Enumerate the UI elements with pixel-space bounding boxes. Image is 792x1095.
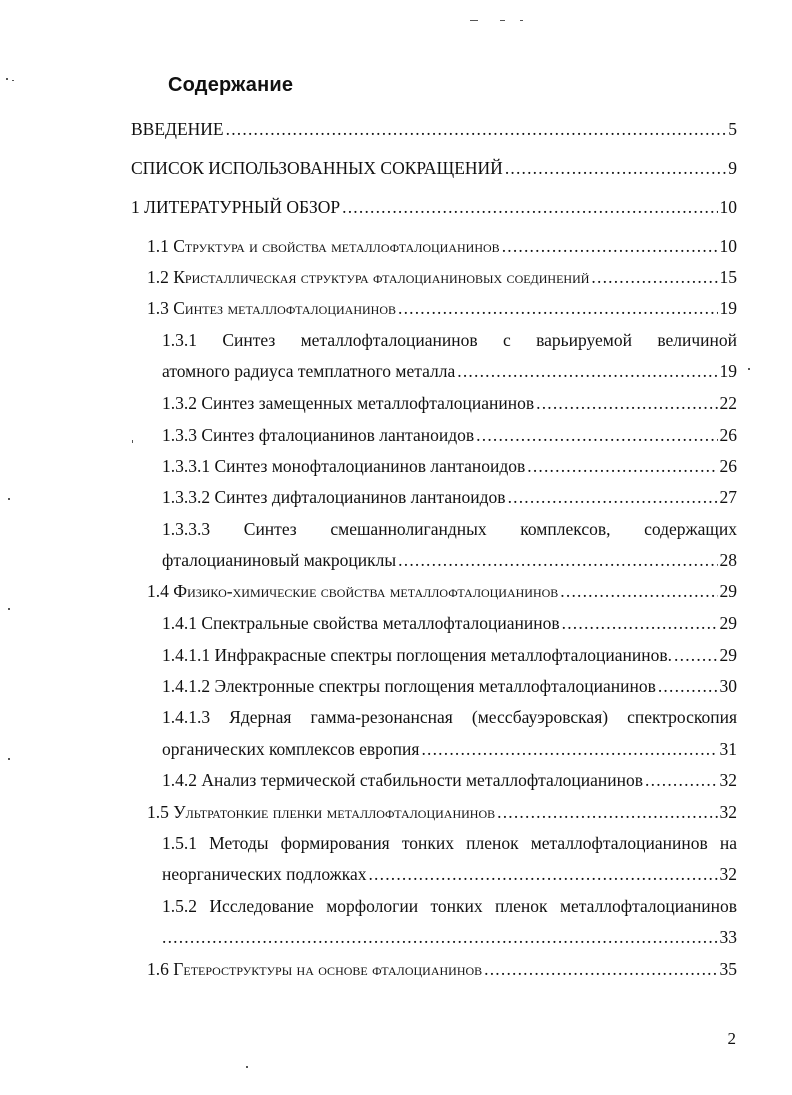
toc-entry-1-4-1-3-line1: 1.4.1.3 Ядерная гамма-резонансная (мессбауэровская) спектроскопия — [162, 707, 737, 727]
leader-dots — [342, 193, 717, 221]
toc-page: 19 — [719, 361, 737, 381]
toc-page: 26 — [719, 456, 737, 476]
toc-number: 1.1 — [147, 236, 169, 256]
toc-entry-1-3-2 — [162, 389, 737, 417]
toc-entry-1-3-3 — [162, 421, 737, 449]
toc-title: Ультратонкие пленки металлофталоцианинов — [173, 802, 496, 822]
toc-title: Синтез металлофталоцианинов — [173, 298, 396, 318]
toc-page: 31 — [719, 739, 737, 759]
toc-entry-1-3 — [147, 294, 737, 322]
leader-dots — [421, 735, 717, 763]
toc-label: 1.3.3.1 Синтез монофталоцианинов лантаноидов — [162, 456, 526, 476]
toc-label: 1 ЛИТЕРАТУРНЫЙ ОБЗОР — [131, 197, 341, 217]
toc-entry-1-2 — [147, 263, 737, 291]
toc-entry-1-4-1-2 — [162, 672, 737, 700]
toc-entry-1-4-1-3 — [162, 735, 737, 763]
toc-title: Кристаллическая структура фталоцианиновых соединений — [173, 267, 590, 287]
toc-label: 1.3.3 Синтез фталоцианинов лантаноидов — [162, 425, 475, 445]
toc-number: 1.2 — [147, 267, 169, 287]
scan-speck — [6, 78, 8, 80]
toc-label — [147, 577, 558, 605]
toc-label: фталоцианиновый макроциклы — [162, 550, 397, 570]
scan-speck — [246, 1066, 248, 1068]
toc-number: 1.4 — [147, 581, 169, 601]
toc-label — [147, 263, 589, 291]
toc-page: 22 — [719, 393, 737, 413]
toc-entry-1-3-3-1 — [162, 452, 737, 480]
toc-label: 1.4.2 Анализ термической стабильности металлофталоцианинов — [162, 770, 644, 790]
scan-speck — [748, 368, 750, 370]
leader-dots — [508, 483, 718, 511]
toc-label: ВВЕДЕНИЕ — [131, 119, 224, 139]
leader-dots — [560, 577, 717, 605]
toc-label — [147, 798, 495, 826]
toc-page: 5 — [728, 119, 737, 139]
toc-label — [147, 232, 500, 260]
toc-page: 32 — [719, 770, 737, 790]
leader-dots — [162, 923, 718, 951]
leader-dots — [398, 546, 717, 574]
leader-dots — [658, 672, 718, 700]
leader-dots — [536, 389, 717, 417]
toc-label: 1.4.1 Спектральные свойства металлофталоцианинов — [162, 613, 560, 633]
leader-dots — [505, 154, 726, 182]
toc-entry-1-3-3-3-line1: 1.3.3.3 Синтез смешаннолигандных комплексов, содержащих — [162, 519, 737, 539]
toc-label: органических комплексов европия — [162, 739, 420, 759]
toc-page: 29 — [719, 613, 737, 633]
toc-entry-literature-review — [131, 193, 737, 221]
toc-number: 1.3 — [147, 298, 169, 318]
toc-title: Физико-химические свойства металлофталоцианинов — [173, 581, 559, 601]
toc-entry-1-5-2 — [162, 923, 737, 951]
page-title: Содержание — [168, 74, 294, 96]
leader-dots — [502, 232, 718, 260]
toc-entry-1-4-2 — [162, 766, 737, 794]
toc-title: Структура и свойства металлофталоцианинов — [173, 236, 500, 256]
toc-label: атомного радиуса темплатного металла — [162, 361, 456, 381]
leader-dots — [398, 294, 718, 322]
toc-number: 1.6 — [147, 959, 169, 979]
toc-entry-1-5 — [147, 798, 737, 826]
toc-page: 10 — [719, 197, 737, 217]
toc-label: 1.3.2 Синтез замещенных металлофталоцианинов — [162, 393, 535, 413]
toc-entry-1-3-3-3 — [162, 546, 737, 574]
toc-page: 33 — [719, 927, 737, 947]
toc-page: 28 — [719, 550, 737, 570]
toc-page: 32 — [719, 864, 737, 884]
toc-number: 1.5 — [147, 802, 169, 822]
toc-page: 27 — [719, 487, 737, 507]
toc-label — [147, 294, 396, 322]
toc-entry-1-4-1-1 — [162, 641, 737, 669]
toc-entry-1-1 — [147, 232, 737, 260]
toc-entry-abbreviations — [131, 154, 737, 182]
toc-title: Гетероструктуры на основе фталоцианинов — [173, 959, 483, 979]
toc-page: 15 — [719, 267, 737, 287]
toc-page: 29 — [719, 581, 737, 601]
leader-dots — [527, 452, 717, 480]
leader-dots — [674, 641, 717, 669]
scan-speck — [132, 440, 133, 443]
toc-page: 10 — [719, 236, 737, 256]
toc-entry-1-5-2-line1: 1.5.2 Исследование морфологии тонких пленок металлофталоцианинов — [162, 896, 737, 916]
scan-speck — [8, 608, 10, 610]
scan-speck — [8, 498, 10, 500]
toc-entry-1-4-1 — [162, 609, 737, 637]
scan-speck — [500, 20, 505, 21]
toc-label: 1.4.1.2 Электронные спектры поглощения металлофталоцианинов — [162, 676, 656, 696]
leader-dots — [368, 860, 717, 888]
toc-entry-1-6 — [147, 955, 737, 983]
toc-entry-1-5-1 — [162, 860, 737, 888]
toc-entry-1-3-3-2 — [162, 483, 737, 511]
page-number: 2 — [727, 1029, 736, 1048]
leader-dots — [226, 115, 727, 143]
toc-page: 30 — [719, 676, 737, 696]
leader-dots — [645, 766, 717, 794]
scan-speck — [520, 20, 523, 21]
leader-dots — [457, 357, 717, 385]
toc-page: 19 — [719, 298, 737, 318]
leader-dots — [562, 609, 718, 637]
toc-entry-1-4 — [147, 577, 737, 605]
toc-page: 29 — [719, 645, 737, 665]
toc-entry-1-5-1-line1: 1.5.1 Методы формирования тонких пленок металлофталоцианинов на — [162, 833, 737, 853]
toc-page: 26 — [719, 425, 737, 445]
scan-speck — [12, 80, 14, 81]
toc-label: 1.4.1.1 Инфракрасные спектры поглощения металлофталоцианинов. — [162, 645, 673, 665]
toc-label — [147, 955, 482, 983]
toc-label: неорганических подложках — [162, 864, 367, 884]
scan-speck — [470, 20, 478, 21]
toc-label: 1.3.3.2 Синтез дифталоцианинов лантаноидов — [162, 487, 506, 507]
scan-speck — [8, 758, 10, 760]
toc-page: 32 — [719, 802, 737, 822]
toc-label: СПИСОК ИСПОЛЬЗОВАННЫХ СОКРАЩЕНИЙ — [131, 158, 503, 178]
leader-dots — [591, 263, 717, 291]
toc-entry-1-3-1 — [162, 357, 737, 385]
leader-dots — [476, 421, 717, 449]
toc-entry-introduction — [131, 115, 737, 143]
leader-dots — [484, 955, 717, 983]
toc-page: 35 — [719, 959, 737, 979]
leader-dots — [497, 798, 717, 826]
toc-page: 9 — [728, 158, 737, 178]
toc-entry-1-3-1-line1: 1.3.1 Синтез металлофталоцианинов с варьируемой величиной — [162, 330, 737, 350]
